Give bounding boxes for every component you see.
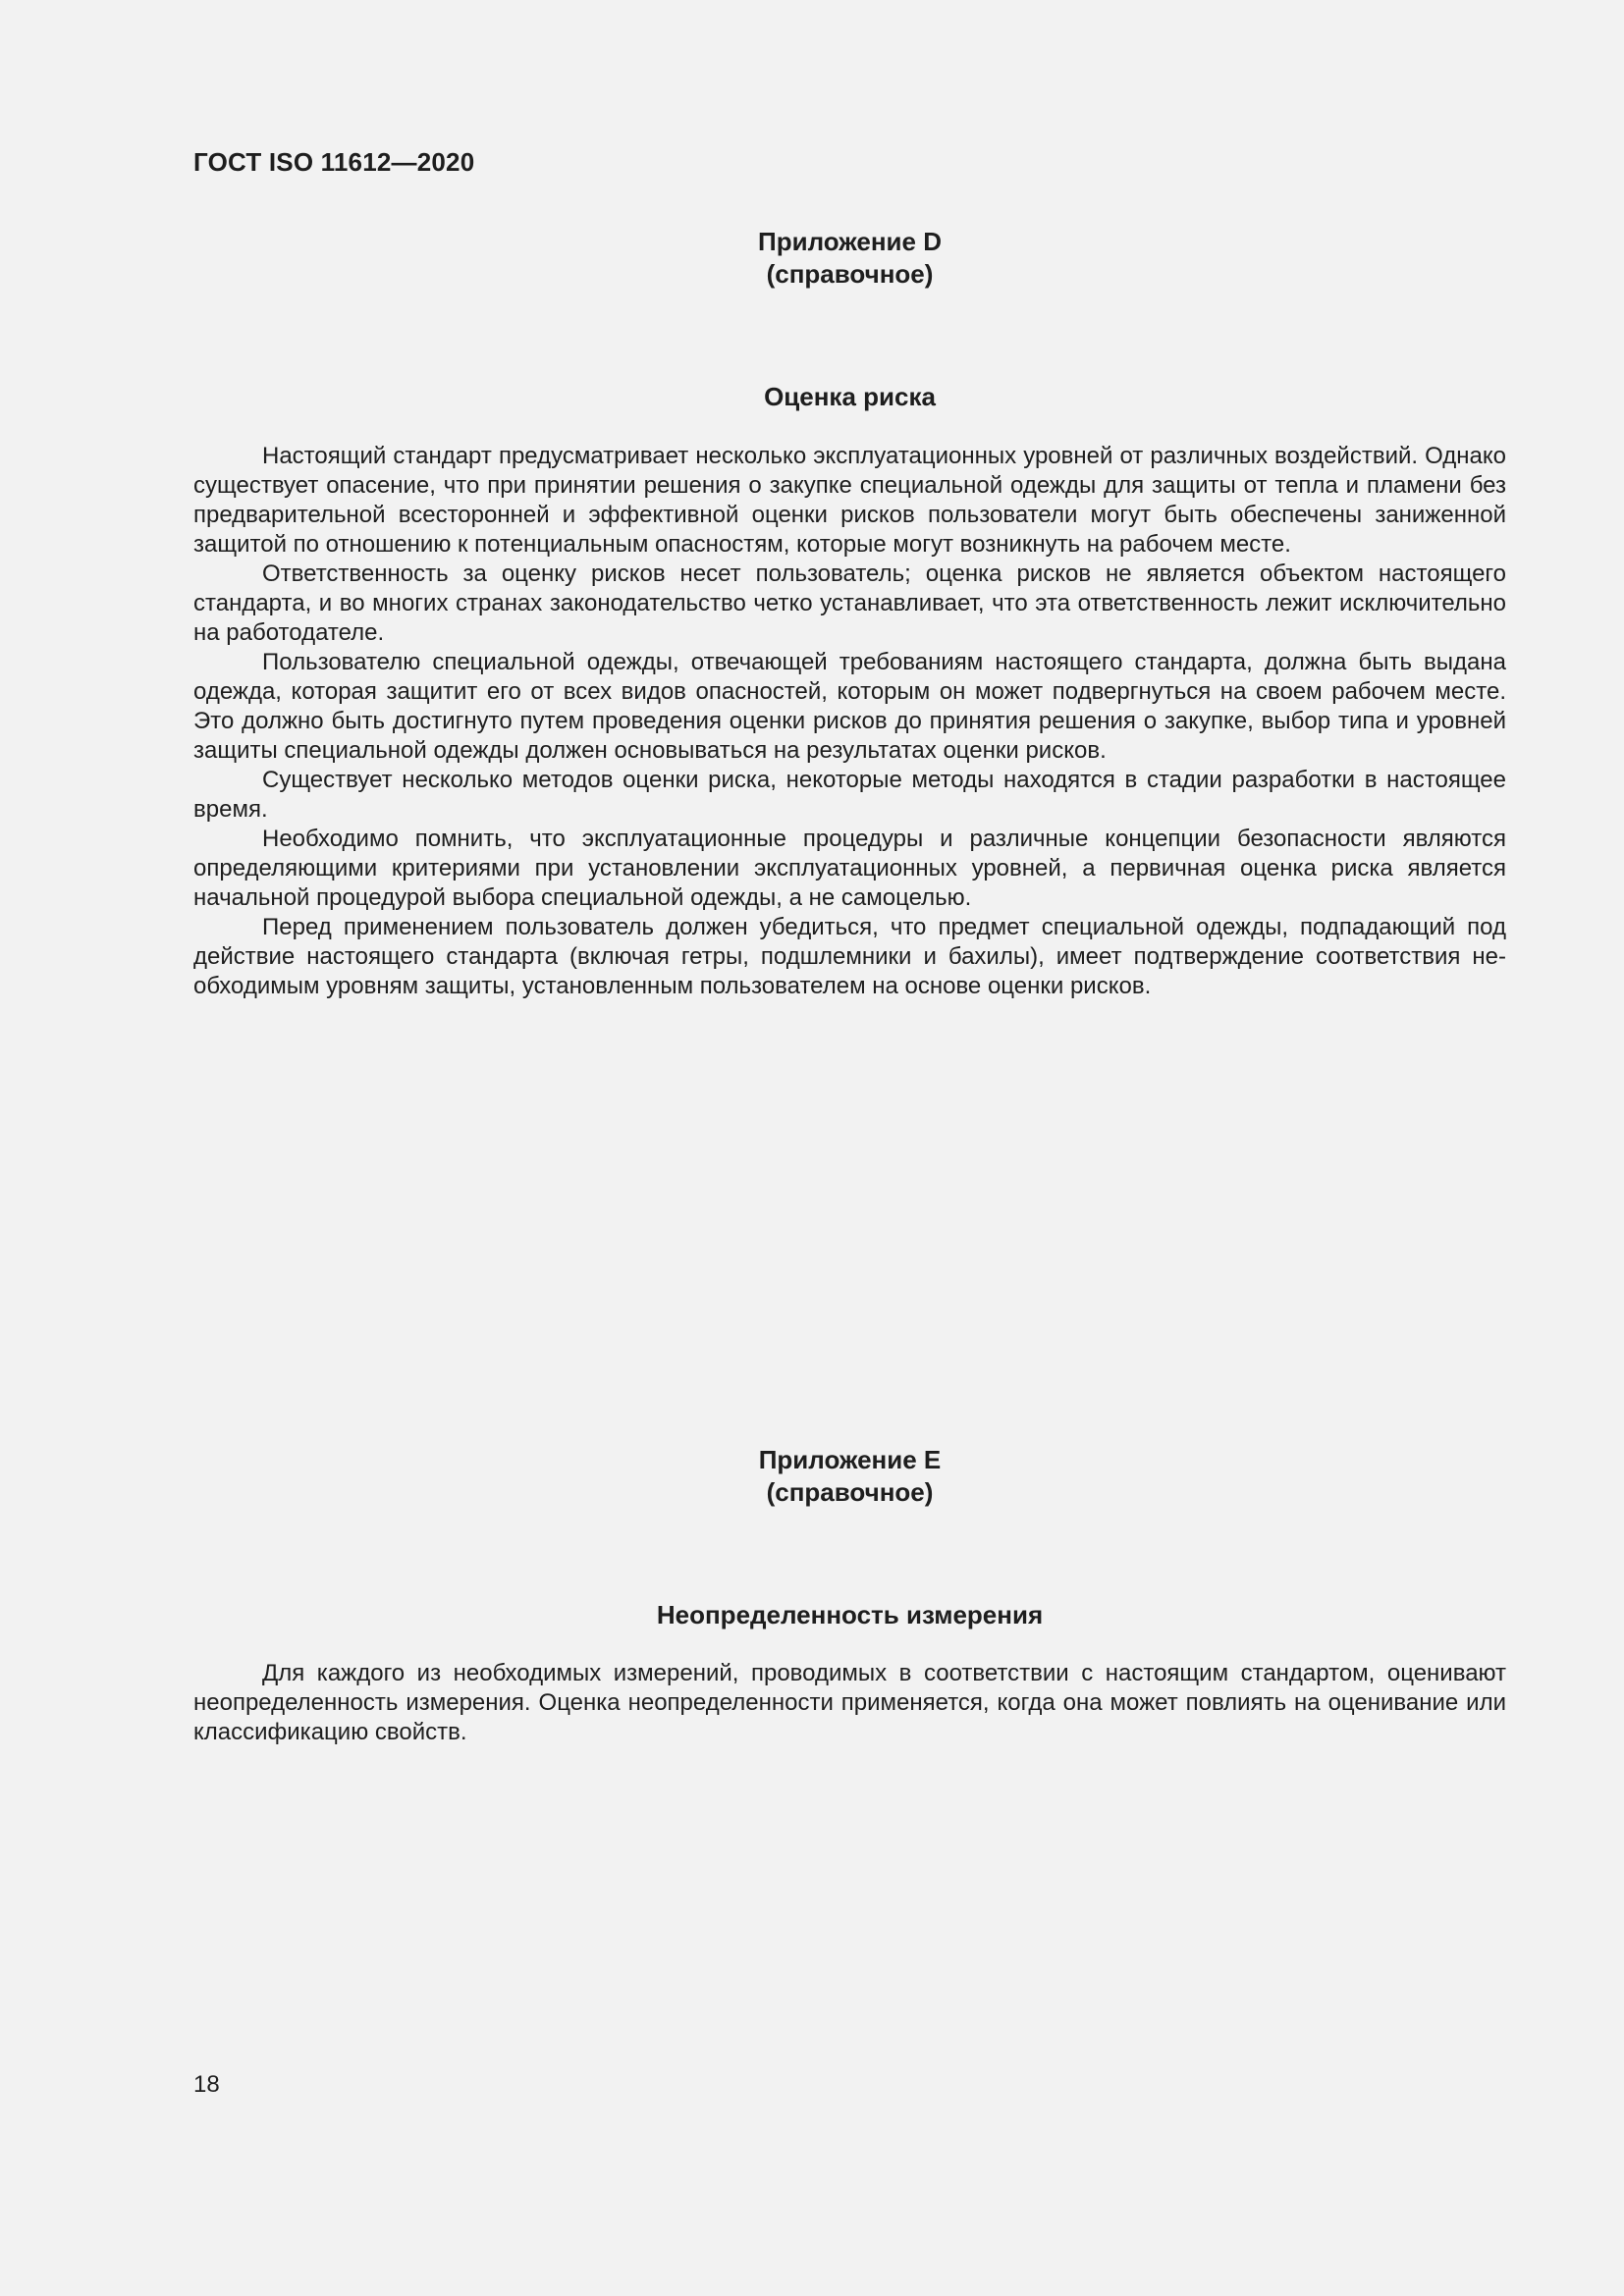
annex-d-paragraph: Существует несколько методов оценки риска, некоторые методы находятся в стадии разработки в настоящее время. <box>193 767 1506 823</box>
annex-d-body <box>193 442 1506 1001</box>
annex-d-paragraph: Перед применением пользователь должен убедиться, что предмет специальной одежды, подпадающий под действие настоящего стандарта (включая гетры, подшлемники и бахилы), имеет подтверждение соответствия необходимым уровням защиты, установленным пользователем на основе оценки рисков. <box>193 914 1506 999</box>
annex-d-paragraph: Необходимо помнить, что эксплуатационные процедуры и различные концепции безопасности являются определяющими критериями при установлении эксплуатационных уровней, а первичная оценка риска является начальной процедурой выбора специальной одежды, а не самоцелью. <box>193 826 1506 911</box>
page-number: 18 <box>193 2071 220 2098</box>
annex-e-title: Приложение E <box>758 1445 942 1474</box>
annex-e-subtitle: (справочное) <box>766 1477 934 1507</box>
document-code: ГОСТ ISO 11612—2020 <box>193 147 475 177</box>
annex-e-paragraph: Для каждого из необходимых измерений, проводимых в соответствии с настоящим стандартом, оценивают неопределенность измерения. Оценка неопределенности применяется, когда она может повлиять на оценивание или классификацию свойств. <box>193 1660 1506 1745</box>
annex-d-paragraph: Настоящий стандарт предусматривает несколько эксплуатационных уровней от различных воздействий. Однако существует опасение, что при принятии решения о закупке специальной одежды для защиты от тепла и пламени без предварительной всесторонней и эффективной оценки рисков пользователи могут быть обеспечены заниженной защитой по отношению к потенциальным опасностям, которые могут возникнуть на рабочем месте. <box>193 443 1506 558</box>
annex-d-heading <box>193 226 1506 291</box>
annex-d-paragraph: Пользователю специальной одежды, отвечающей требованиям настоящего стандарта, должна быть выдана одежда, которая защитит его от всех видов опасностей, которым он может подвергнуться на своем рабочем месте. Это должно быть достигнуто путем проведения оценки рисков до принятия решения о закупке, выбор типа и уровней защиты специальной одежды должен основываться на результатах оценки рисков. <box>193 649 1506 764</box>
annex-d-paragraph: Ответственность за оценку рисков несет пользователь; оценка рисков не является объектом настоящего стандарта, и во многих странах законодательство четко устанавливает, что эта ответственность лежит исключительно на работодателе. <box>193 561 1506 646</box>
annex-e-section-title: Неопределенность измерения <box>656 1600 1044 1629</box>
annex-e-heading <box>193 1444 1506 1509</box>
annex-e-body <box>193 1659 1506 1747</box>
annex-d-title: Приложение D <box>758 227 942 256</box>
annex-d-subtitle: (справочное) <box>766 259 934 289</box>
annex-d-section-title: Оценка риска <box>764 382 936 411</box>
